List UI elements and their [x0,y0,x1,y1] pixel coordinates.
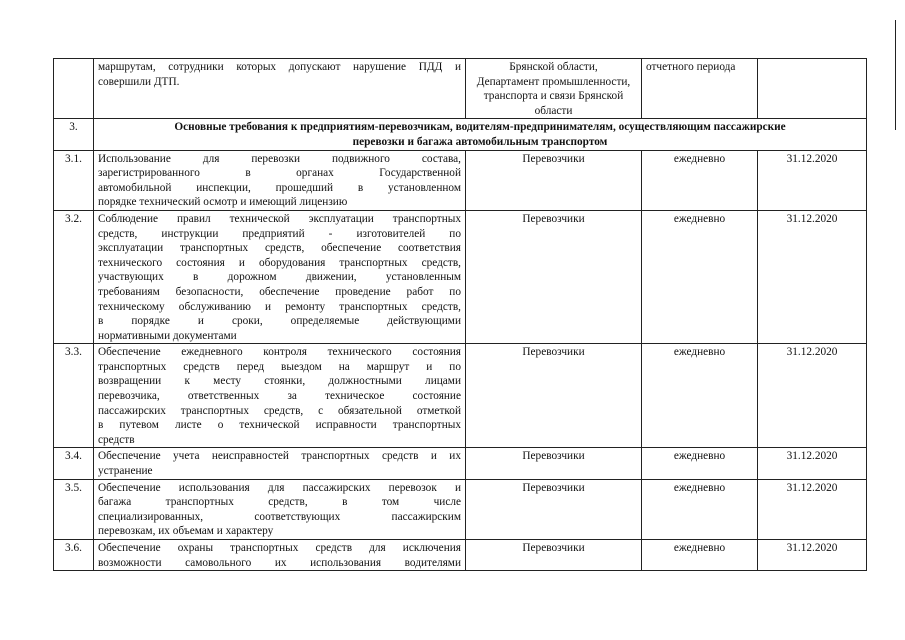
responsible-cell [466,59,642,119]
text-line: эксплуатации транспортных средств, обеспечение соответствия [98,242,461,255]
section-title [94,119,867,150]
table-row [54,540,867,571]
table-row [54,479,867,539]
date-cell: 31.12.2020 [758,540,867,571]
text-line: Использование для перевозки подвижного состава, [98,152,461,165]
text-line: совершили ДТП. [98,75,180,88]
text-line: техническому обслуживанию и ремонту транспортных средств, [98,300,461,313]
text-line: маршрутам, сотрудники которых допускают нарушение ПДД и [98,61,461,73]
text-line: области [534,104,573,117]
text-line: нормативными документами [98,329,237,342]
date-cell: 31.12.2020 [758,150,867,210]
text-line: возможности самовольного их использования водителями [98,556,461,569]
measure-text [94,479,466,539]
period-cell: ежедневно [642,448,758,479]
text-line: специализированных, соответствующих пассажирским [98,510,461,523]
table-row [54,344,867,448]
text-line: порядке технический осмотр и имеющий лицензию [98,196,348,209]
responsible-cell: Перевозчики [466,479,642,539]
page-edge-line [895,20,896,130]
text-line: транспорта и связи Брянской [483,90,624,103]
row-number: 3.6. [54,540,94,571]
text-line: в порядке и сроки, определяемые действующими [98,315,461,328]
text-line: багажа транспортных средств, в том числе [98,496,461,509]
date-cell: 31.12.2020 [758,344,867,448]
row-number [54,59,94,119]
measure-text [94,344,466,448]
period-cell: ежедневно [642,540,758,571]
measure-text [94,210,466,343]
row-number: 3.1. [54,150,94,210]
text-line: перевозкам, их объемам и характеру [98,525,274,538]
measure-text [94,448,466,479]
row-number: 3.2. [54,210,94,343]
responsible-cell: Перевозчики [466,150,642,210]
text-line: автомобильной инспекции, прошедший в установленном [98,181,461,194]
measures-table [53,58,867,571]
row-number: 3.3. [54,344,94,448]
row-number: 3.5. [54,479,94,539]
period-cell: ежедневно [642,210,758,343]
measure-text [94,59,466,119]
table-row-continued [54,59,867,119]
date-cell [758,59,867,119]
text-line: в путевом листе о технической исправности транспортных [98,419,461,432]
section-header-row [54,119,867,150]
text-line: Соблюдение правил технической эксплуатации транспортных [98,212,461,225]
date-cell: 31.12.2020 [758,479,867,539]
period-cell: ежедневно [642,150,758,210]
period-cell: ежедневно [642,344,758,448]
measure-text [94,540,466,571]
text-line: Основные требования к предприятиям-перевозчикам, водителям-предпринимателям, осуществляющим пассажирские [174,121,786,134]
text-line: технического состояния и оборудования транспортных средств, [98,256,461,269]
text-line: устранение [98,465,153,478]
text-line: пассажирских транспортных средств, с обязательной отметкой [98,404,461,417]
table-row [54,448,867,479]
text-line: участвующих в дорожном движении, установленным [98,271,461,284]
date-cell: 31.12.2020 [758,210,867,343]
row-number: 3.4. [54,448,94,479]
measure-text [94,150,466,210]
date-cell: 31.12.2020 [758,448,867,479]
text-line: Обеспечение использования для пассажирских перевозок и [98,481,461,494]
responsible-cell: Перевозчики [466,210,642,343]
table-row [54,150,867,210]
text-line: Департамент промышленности, [476,75,631,88]
text-line: Обеспечение ежедневного контроля технического состояния [98,346,461,359]
text-line: Обеспечение охраны транспортных средств для исключения [98,542,461,554]
text-line: зарегистрированного в органах Государственной [98,167,461,180]
text-line: требованиям безопасности, обеспечение проведение работ по [98,285,461,298]
responsible-cell: Перевозчики [466,540,642,571]
text-line: транспортных средств перед выездом на маршрут и по [98,360,461,373]
text-line: перевозчика, ответственных за техническое состояние [98,390,461,403]
text-line: средств [98,433,135,446]
responsible-cell: Перевозчики [466,344,642,448]
period-cell: отчетного периода [642,59,758,119]
section-number: 3. [54,119,94,150]
text-line: возвращении к месту стоянки, должностными лицами [98,375,461,388]
text-line: перевозки и багажа автомобильным транспортом [352,135,608,148]
responsible-cell: Перевозчики [466,448,642,479]
table-row [54,210,867,343]
text-line: Обеспечение учета неисправностей транспортных средств и их [98,450,461,463]
text-line: Брянской области, [509,61,598,73]
text-line: средств, инструкции предприятий - изготовителей по [98,227,461,240]
period-cell: ежедневно [642,479,758,539]
